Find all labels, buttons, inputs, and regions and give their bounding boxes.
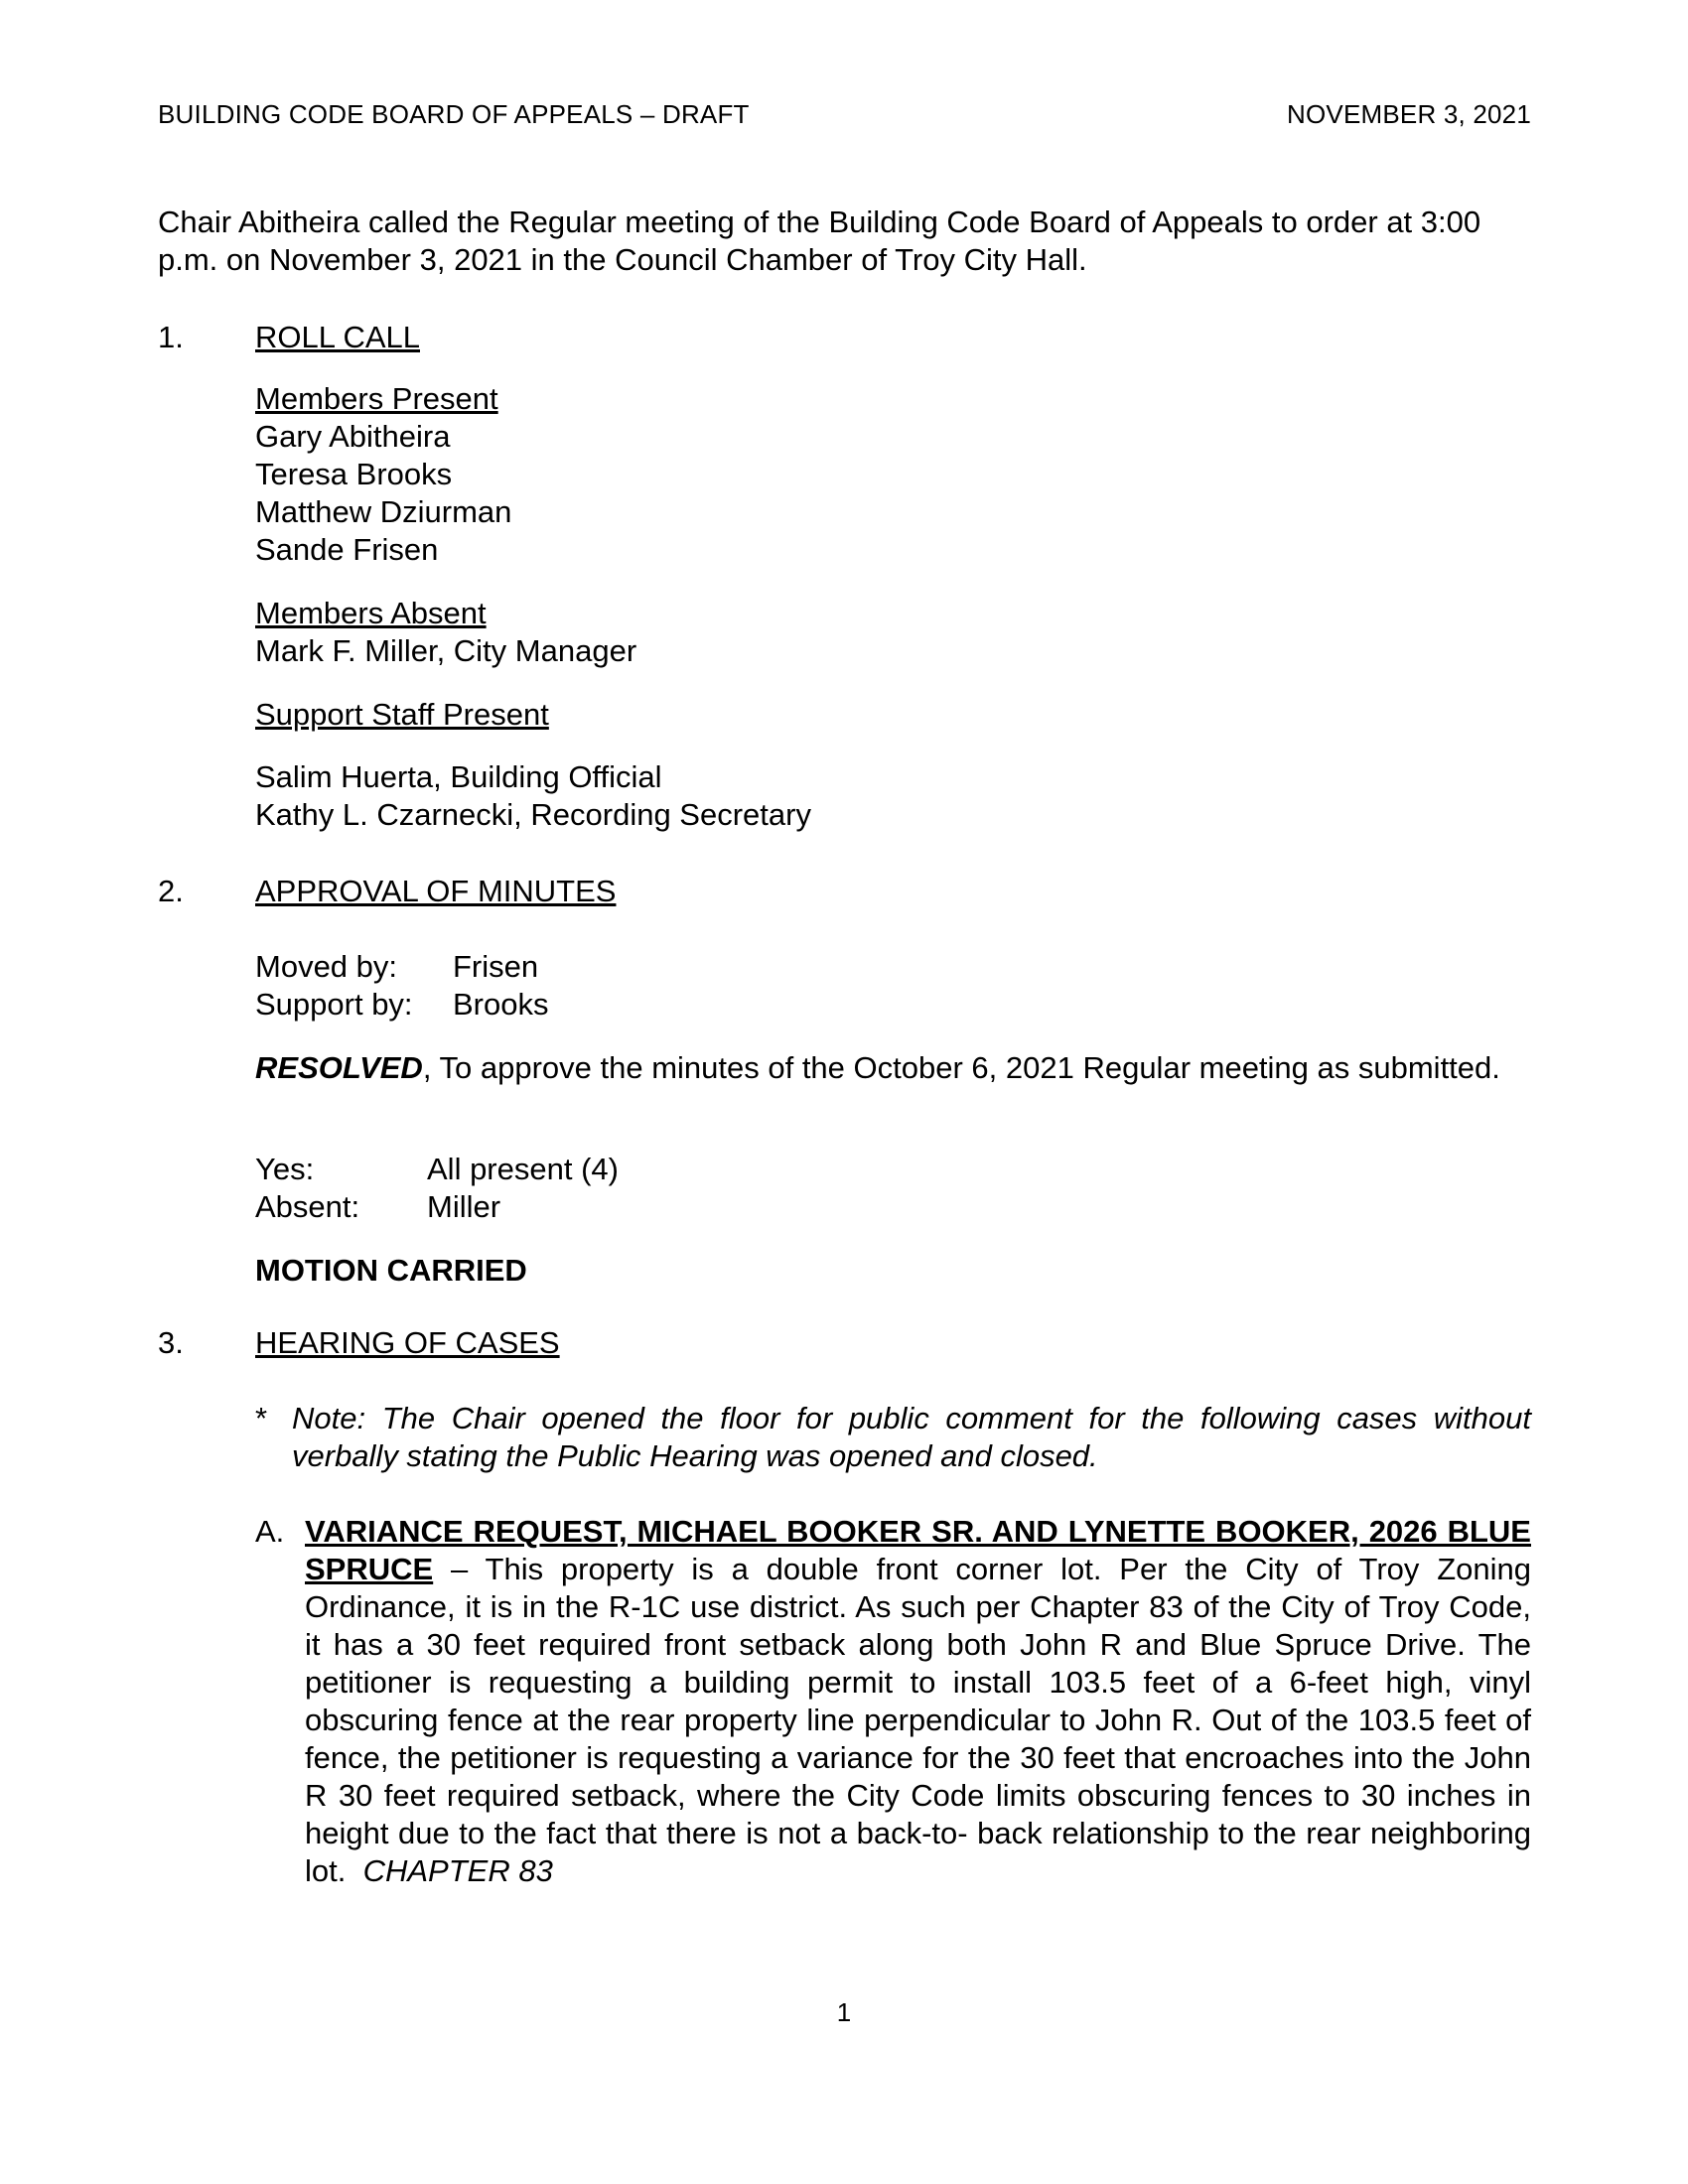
support-staff-heading-block: [255, 696, 549, 734]
support-staff-member: Kathy L. Czarnecki, Recording Secretary: [255, 797, 811, 832]
motion-block: [255, 948, 548, 1024]
case-a-title: VARIANCE REQUEST, MICHAEL BOOKER SR. AND LYNETTE BOOKER, 2026 BLUE SPRUCE: [305, 1514, 1531, 1586]
support-by-label: Support by:: [255, 987, 413, 1022]
members-present-block: [255, 380, 511, 569]
resolution-paragraph: [255, 1049, 1531, 1087]
case-a-letter: A.: [255, 1514, 285, 1549]
moved-by-label: Moved by:: [255, 949, 398, 984]
member-present: Sande Frisen: [255, 532, 439, 567]
header-title: BUILDING CODE BOARD OF APPEALS – DRAFT: [158, 99, 750, 129]
resolution-text: , To approve the minutes of the October 6, 2021 Regular meeting as submitted.: [422, 1050, 1500, 1085]
section-2-title: APPROVAL OF MINUTES: [255, 874, 617, 908]
vote-yes-value: All present (4): [427, 1152, 619, 1186]
member-present: Gary Abitheira: [255, 419, 451, 454]
page-number: 1: [836, 1997, 852, 2027]
page-header: [158, 99, 1531, 130]
support-by-row: [255, 986, 548, 1024]
motion-carried: MOTION CARRIED: [255, 1253, 527, 1288]
case-a-chapter: CHAPTER 83: [362, 1853, 553, 1888]
resolved-word: RESOLVED: [255, 1050, 423, 1085]
support-by-value: Brooks: [453, 987, 549, 1022]
section-3-title: HEARING OF CASES: [255, 1325, 560, 1360]
case-a-text: – This property is a double front corner lot. Per the City of Troy Zoning Ordinance, it is in the R-1C use district. As such per Chapter 83 of the City of Troy Code, it has a 30 feet required front setback along both John R and Blue Spruce Drive. The petitioner is requesting a building permit to install 103.5 feet of a 6-feet high, vinyl obscuring fence at the rear property line perpendicular to John R. Out of the 103.5 feet of fence, the petitioner is requesting a variance for the 30 feet that encroaches into the John R 30 feet required setback, where the City Code limits obscuring fences to 30 inches in height due to the fact that there is not a back-to- back relationship to the rear neighboring lot.: [305, 1552, 1531, 1888]
members-absent-block: [255, 595, 636, 670]
support-staff-block: [255, 758, 811, 834]
members-absent-heading: Members Absent: [255, 596, 487, 630]
moved-by-value: Frisen: [453, 949, 539, 984]
moved-by-row: [255, 948, 548, 986]
support-staff-heading: Support Staff Present: [255, 697, 549, 732]
support-staff-member: Salim Huerta, Building Official: [255, 759, 662, 794]
section-1-number: 1.: [158, 320, 184, 354]
vote-absent-row: [255, 1188, 619, 1226]
vote-block: [255, 1151, 619, 1226]
intro-paragraph: Chair Abitheira called the Regular meeting of the Building Code Board of Appeals to order at 3:00 p.m. on November 3, 2021 in the Council Chamber of Troy City Hall.: [158, 205, 1481, 277]
section-1-title: ROLL CALL: [255, 320, 420, 354]
vote-yes-label: Yes:: [255, 1152, 315, 1186]
section-2-number: 2.: [158, 874, 184, 908]
member-present: Matthew Dziurman: [255, 494, 512, 529]
hearing-note: Note: The Chair opened the floor for public comment for the following cases without verbally stating the Public Hearing was opened and closed.: [292, 1401, 1531, 1473]
note-asterisk: *: [255, 1401, 268, 1435]
member-absent: Mark F. Miller, City Manager: [255, 633, 637, 668]
vote-yes-row: [255, 1151, 619, 1188]
members-present-heading: Members Present: [255, 381, 498, 416]
vote-absent-value: Miller: [427, 1189, 501, 1224]
vote-absent-label: Absent:: [255, 1189, 360, 1224]
header-date: NOVEMBER 3, 2021: [1287, 99, 1531, 129]
section-3-number: 3.: [158, 1325, 184, 1360]
case-a-paragraph: [305, 1513, 1531, 1890]
member-present: Teresa Brooks: [255, 457, 453, 491]
